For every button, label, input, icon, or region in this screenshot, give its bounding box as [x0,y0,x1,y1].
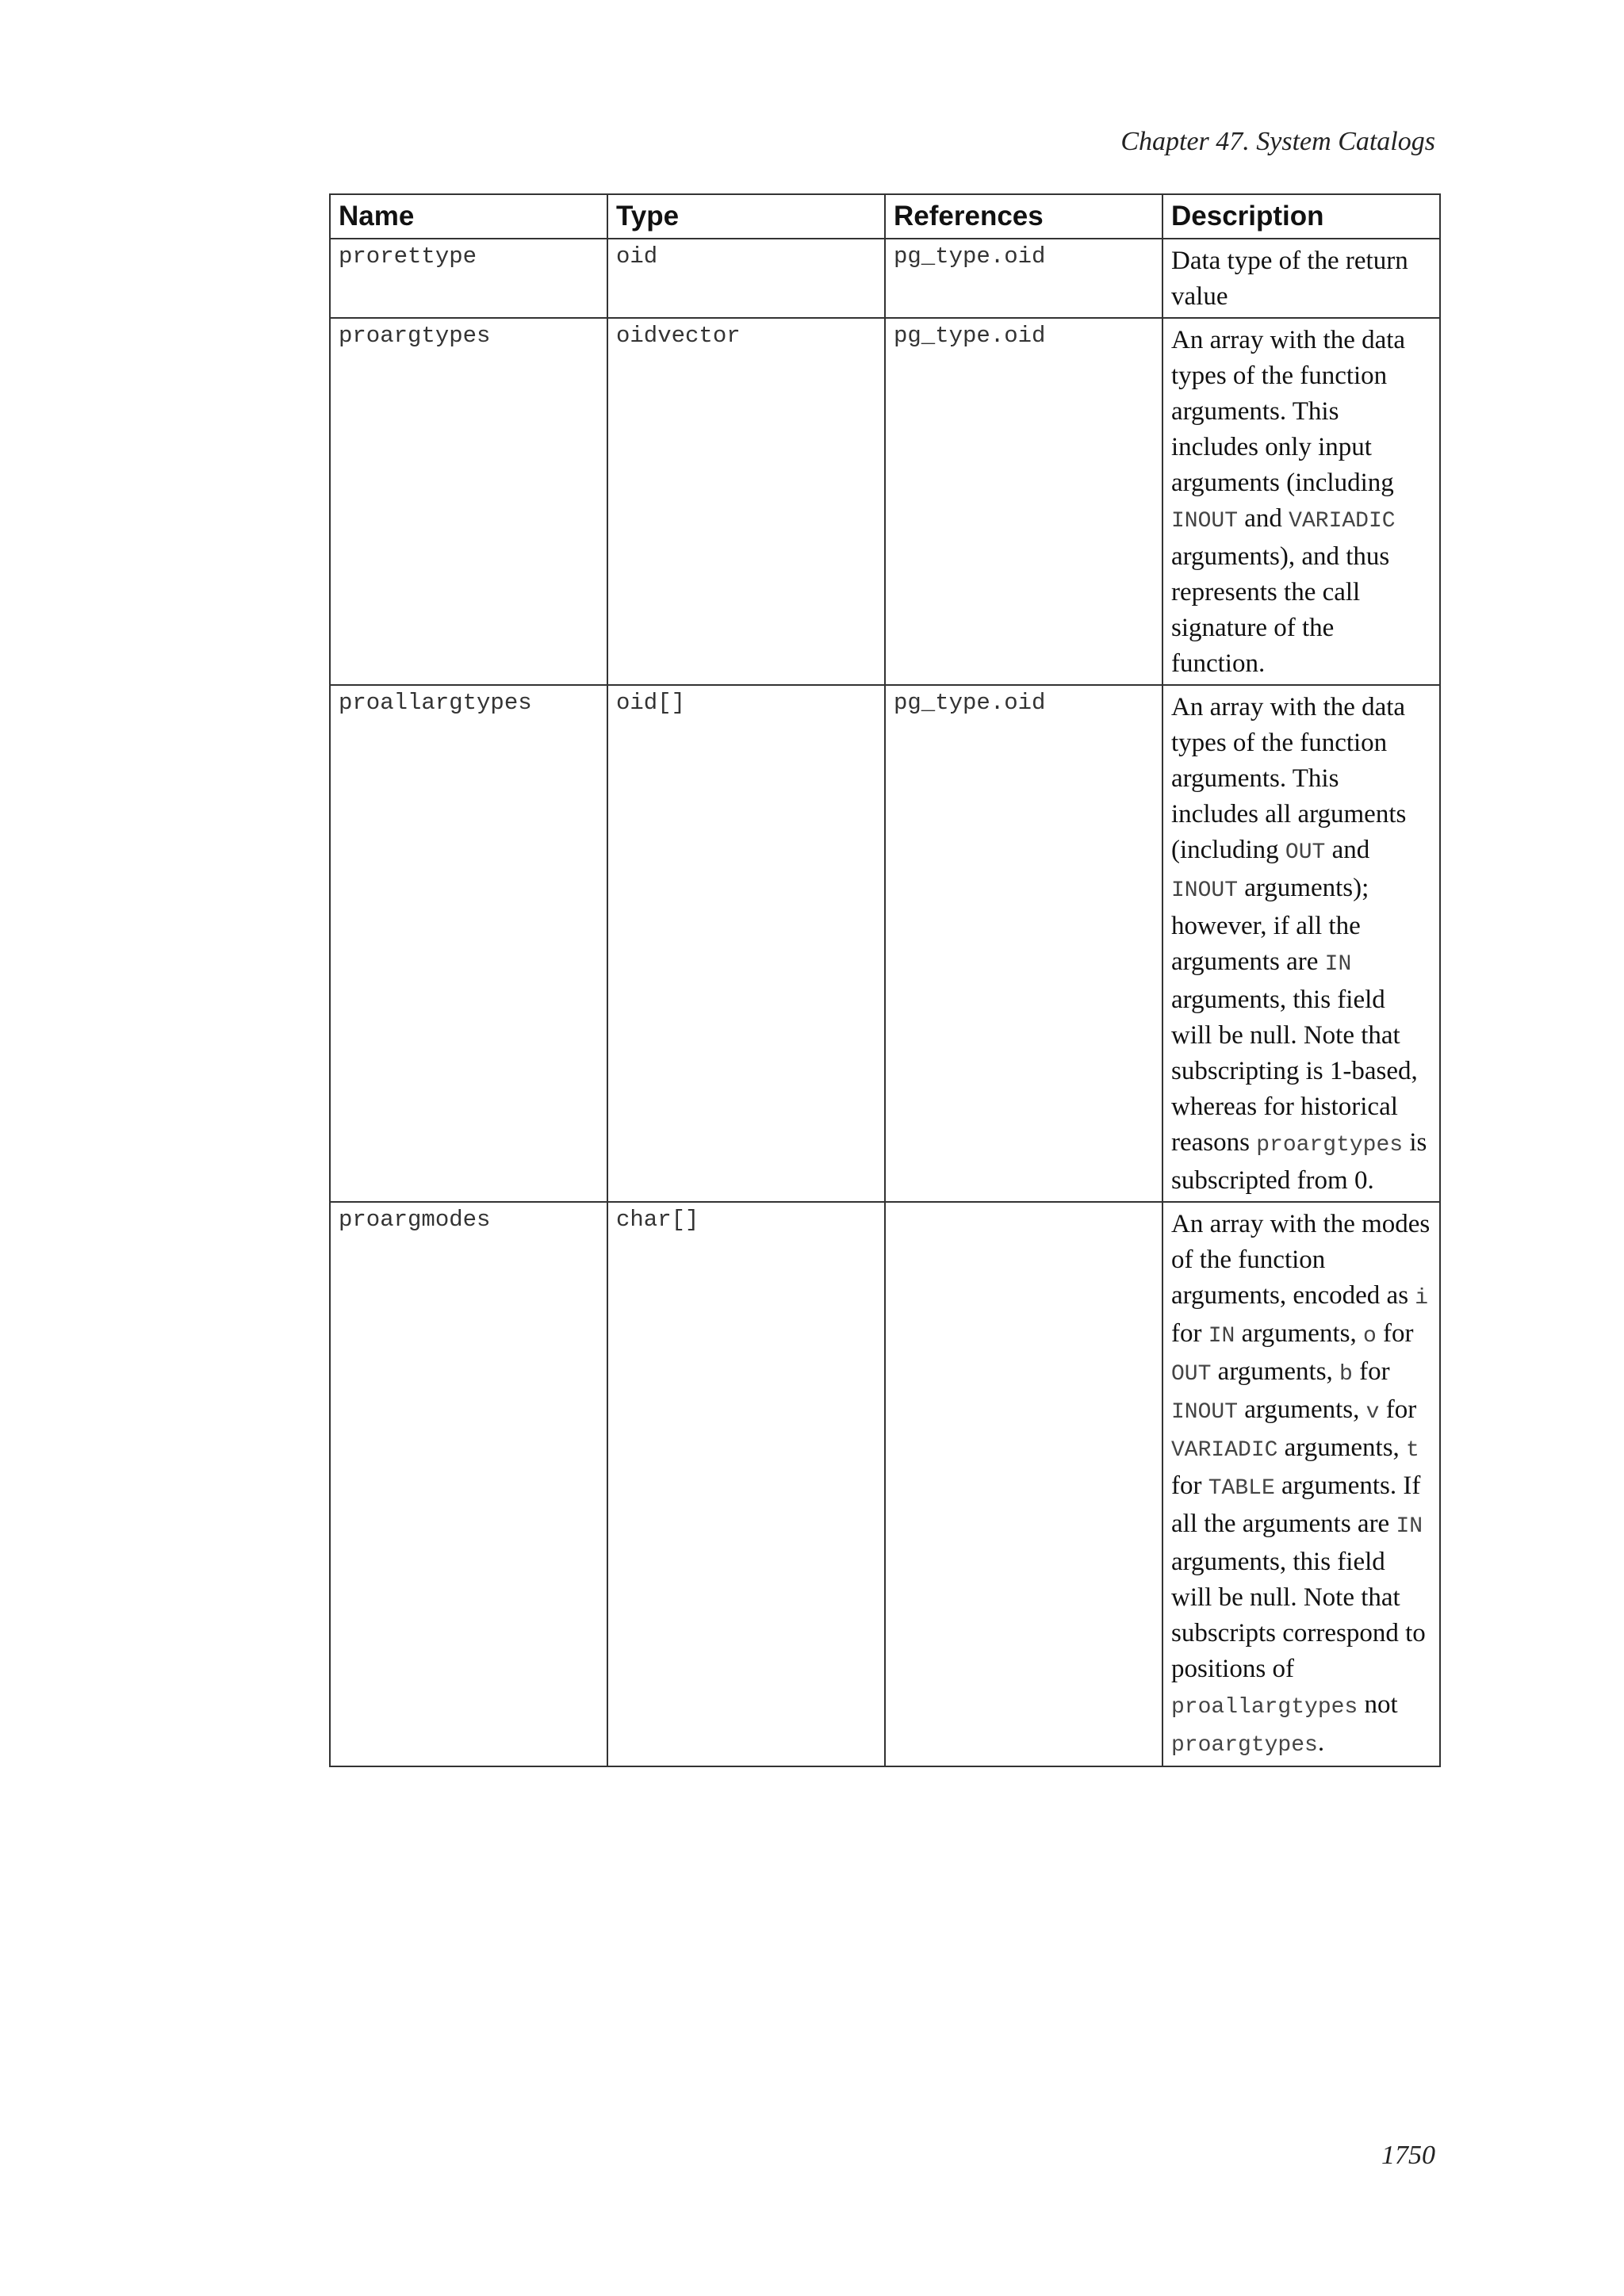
table-row [330,239,1440,318]
description-text: for [1352,1357,1390,1386]
description-text: and [1238,504,1289,533]
description-text: arguments, [1235,1319,1363,1348]
inline-code: IN [1208,1324,1235,1349]
description-text: An array with the data types of the function arguments. This includes all arguments (including [1171,693,1407,864]
cell-name: proargtypes [330,318,607,685]
description-text: arguments), and thus represents the call signature of the function. [1171,542,1390,678]
description-text: for [1171,1471,1208,1500]
inline-code: IN [1324,952,1352,977]
column-header-references: References [885,194,1162,239]
table-row [330,1202,1440,1766]
cell-type: oid[] [607,685,885,1202]
description-text: arguments, this field will be null. Note that subscripts correspond to positions of [1171,1548,1426,1683]
inline-code: b [1339,1362,1353,1387]
inline-code: OUT [1171,1362,1212,1387]
cell-type: oidvector [607,318,885,685]
cell-references [885,1202,1162,1766]
description-text: arguments, [1238,1395,1366,1424]
column-header-type: Type [607,194,885,239]
inline-code: TABLE [1208,1476,1275,1501]
inline-code: VARIADIC [1171,1438,1278,1463]
cell-description [1162,239,1440,318]
inline-code: v [1365,1400,1380,1425]
cell-references: pg_type.oid [885,318,1162,685]
inline-code: t [1406,1438,1419,1463]
cell-type: oid [607,239,885,318]
inline-code: proargtypes [1256,1133,1404,1158]
description-text: for [1376,1319,1414,1348]
inline-code: IN [1396,1514,1423,1539]
inline-code: i [1415,1286,1429,1311]
page-number: 1750 [1381,2141,1435,2170]
description-text: for [1171,1319,1208,1348]
cell-description [1162,685,1440,1202]
inline-code: proallargtypes [1171,1695,1358,1720]
inline-code: INOUT [1171,509,1239,534]
description-text: and [1325,836,1370,864]
description-text: Data type of the return value [1171,247,1408,311]
column-header-name: Name [330,194,607,239]
description-text: An array with the modes of the function arguments, encoded as [1171,1210,1431,1310]
inline-code: proargtypes [1171,1733,1318,1758]
description-text: is subscripted from 0. [1171,1128,1427,1195]
description-text: not [1358,1690,1398,1719]
cell-name: proargmodes [330,1202,607,1766]
cell-name: prorettype [330,239,607,318]
cell-references: pg_type.oid [885,685,1162,1202]
cell-description [1162,1202,1440,1766]
cell-description [1162,318,1440,685]
cell-name: proallargtypes [330,685,607,1202]
inline-code: o [1362,1324,1377,1349]
table-row [330,685,1440,1202]
description-text: arguments); however, if all the arguments are [1171,874,1369,976]
column-header-description: Description [1162,194,1440,239]
table-header-row [330,194,1440,239]
catalog-columns-table [329,193,1441,1767]
chapter-header: Chapter 47. System Catalogs [1120,127,1435,156]
description-text: arguments, [1277,1433,1407,1462]
inline-code: INOUT [1171,878,1239,903]
inline-code: INOUT [1171,1400,1239,1425]
inline-code: VARIADIC [1289,509,1396,534]
cell-type: char[] [607,1202,885,1766]
cell-references: pg_type.oid [885,239,1162,318]
description-text: arguments, this field will be null. Note that subscripting is 1-based, whereas for historical reasons [1171,985,1418,1157]
description-text: An array with the data types of the function arguments. This includes only input arguments (including [1171,326,1406,497]
table-row [330,318,1440,685]
inline-code: OUT [1285,840,1326,865]
description-text: arguments. If all the arguments are [1171,1471,1421,1538]
description-text: for [1379,1395,1417,1424]
description-text: . [1317,1728,1325,1757]
description-text: arguments, [1211,1357,1340,1386]
